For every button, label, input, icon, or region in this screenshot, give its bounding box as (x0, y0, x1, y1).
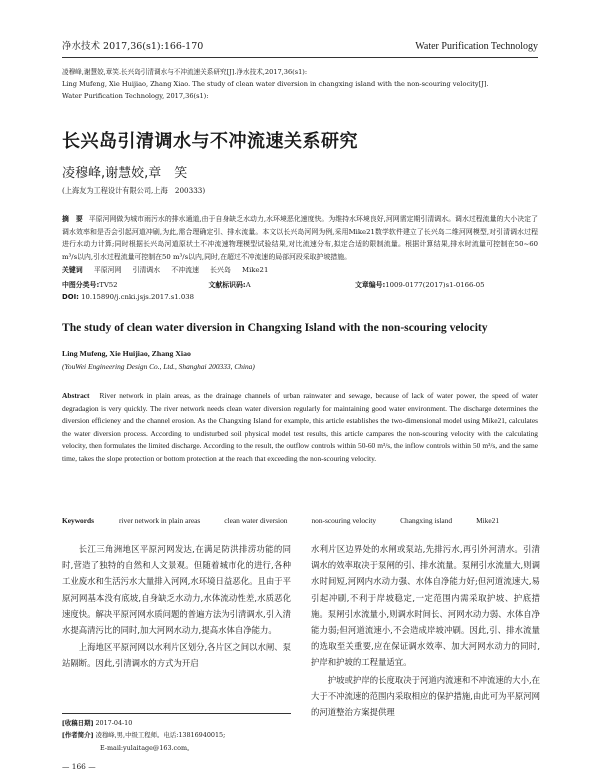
abstract-cn (62, 213, 538, 263)
authors-cn: 凌穆峰,谢慧姣,章 笑 (62, 166, 188, 181)
abstract-en-text: River network in plain areas, as the drainage channels of urban rainwater and sewage, because of lack of water power, the speed of water degradagion is very quickly. The river network needs clean water diversion regularly for maintaining good water environment. The discharge determines the diversion efficieney and the channel erosion. As the Changxing Island for example, this article establishes the two-dimensional model using Mike21, calculates the water diversion process. According to undisturbed soil physical model test results, this article campares the non-scouring velocity with the calculating velocity, then formulates the limited discharge. According to the result, the outflow controls within 50-60 m³/s, the inflow controls within 50 m³/s, and the same time, takes the slope protection or bottom protection at the reach that exceeding the non-scouring velocity. (62, 391, 538, 463)
keyword-en: clean water diversion (224, 516, 288, 525)
keywords-en (62, 516, 538, 525)
body-column-right (311, 541, 540, 720)
footnote-divider (62, 713, 291, 714)
keywords-cn-label: 关键词 (62, 266, 83, 274)
classification-meta (62, 279, 538, 289)
body-paragraph: 长江三角洲地区平原河网发达,在满足防洪排涝功能的同时,营造了独特的自然和人文景观。但随着城市化的进行,各种工业废水和生活污水大量排入河网,水环境日益恶化。且由于平原河网基本没有底坡,自身缺乏水动力,水体流动性差,水质恶化速度快。解决平原河网水质问题的普遍方法为引清调水,引入清水提高清污比的同时,加大河网水动力,提高水体自净能力。 (62, 544, 291, 636)
citation-block (62, 66, 538, 102)
author-bio: [作者简介] 凌穆峰,男,中级工程师。电话:13816940015; (62, 731, 226, 740)
keywords-cn (62, 264, 538, 274)
keyword-cn: 长兴岛 (210, 266, 231, 274)
footnote (62, 717, 302, 754)
keywords-en-label: Keywords (62, 516, 95, 525)
affiliation-cn: (上海友为工程设计有限公司,上海 200333) (62, 186, 206, 195)
keyword-cn: 不冲流速 (171, 266, 199, 274)
body-paragraph: 水利片区边界处的水闸或泵站,先排污水,再引外河清水。引清调水的效率取决于泵闸的引、排水流量。泵闸引水流量大,则调水时间短,河网内水动力强、水体自净能力好;但河道流速大,易引起冲刷,不利于岸坡稳定,一定范围内需采取护坡、护底措施。泵闸引水流量小,则调水时间长、河网水动力弱、水体自净能力弱;但河道流速小,不会造成岸坡冲刷。因此,引、排水流量的选取至关重要,应在保证调水效率、加大河网水动力的同时,护岸和护坡的工程量适宜。 (311, 544, 540, 668)
page-number: — 166 — (62, 762, 96, 771)
clc-number: 中图分类号:TV52 (62, 281, 118, 289)
body-paragraph: 上海地区平原河网以水利片区划分,各片区之间以水闸、泵站隔断。因此,引清调水的方式为开启 (62, 642, 291, 669)
body-column-left (62, 541, 291, 672)
paper-title-en: The study of clean water diversion in Changxing Island with the non-scouring velocity (62, 321, 488, 334)
keyword-en: river network in plain areas (119, 516, 201, 525)
citation-en-line2: Water Purification Technology, 2017,36(s1): (62, 92, 209, 100)
document-code: 文献标识码:A (208, 281, 251, 289)
running-header (62, 32, 538, 58)
abstract-cn-label: 摘 要 (62, 215, 83, 223)
keyword-cn: Mike21 (242, 266, 269, 274)
citation-cn: 凌穆峰,谢慧姣,章笑.长兴岛引清调水与不冲流速关系研究[J].净水技术,2017,36(s1): (62, 68, 308, 76)
doi: DOI: 10.15890/j.cnki.jsjs.2017.s1.038 (62, 293, 195, 301)
authors-en: Ling Mufeng, Xie Huijiao, Zhang Xiao (62, 349, 191, 358)
journal-name-en: Water Purification Technology (415, 41, 538, 52)
article-number: 文章编号:1009-0177(2017)s1-0166-05 (354, 281, 485, 289)
abstract-cn-text: 平原河网做为城市雨污水的排水通道,由于自身缺乏水动力,水环境恶化速度快。为维持水环境良好,河网需定期引清调水。调水过程流量的大小决定了调水效率和是否会引起河道冲刷,为此,需合理确定引、排水流量。本文以长兴岛河网为例,采用Mike21数学软件建立了长兴岛二维河网模型,对引清调水过程进行水动力计算;同时根据长兴岛河道原状土不冲流速物理模型试验结果,对比流速分布,拟定合适的限制流量。根据计算结果,排水时流量可控制在50~60 m³/s以内,引水过程流量可控制在50 m³/s以内,同时,在超过不冲流速的局部河段采取护坡措施。 (62, 215, 538, 261)
doi-value: 10.15890/j.cnki.jsjs.2017.s1.038 (81, 293, 195, 301)
received-date: [收稿日期] 2017-04-10 (62, 719, 133, 727)
keyword-cn: 平原河网 (93, 266, 122, 274)
keyword-en: Changxing island (400, 516, 453, 525)
keyword-en: non-scouring velocity (311, 516, 377, 525)
author-email: E-mail:yulaitage@163.com。 (100, 743, 194, 752)
journal-issue: 净水技术 2017,36(s1):166-170 (62, 41, 204, 52)
paper-title-cn: 长兴岛引清调水与不冲流速关系研究 (62, 131, 358, 152)
keyword-cn: 引清调水 (132, 266, 161, 274)
affiliation-en: (YouWei Engineering Design Co., Ltd., Shanghai 200333, China) (62, 362, 255, 371)
citation-en-line1: Ling Mufeng, Xie Huijiao, Zhang Xiao. The study of clean water diversion in changxing island with the non-scouring velocity[J]. (62, 80, 489, 88)
keyword-en: Mike21 (476, 516, 500, 525)
abstract-en-label: Abstract (62, 391, 90, 400)
abstract-en (62, 390, 538, 466)
body-paragraph: 护坡或护岸的长度取决于河道内流速和不冲流速的大小,在大于不冲流速的范围内采取相应的保护措施,由此可为平原河网的河道整治方案提供理 (311, 674, 540, 718)
